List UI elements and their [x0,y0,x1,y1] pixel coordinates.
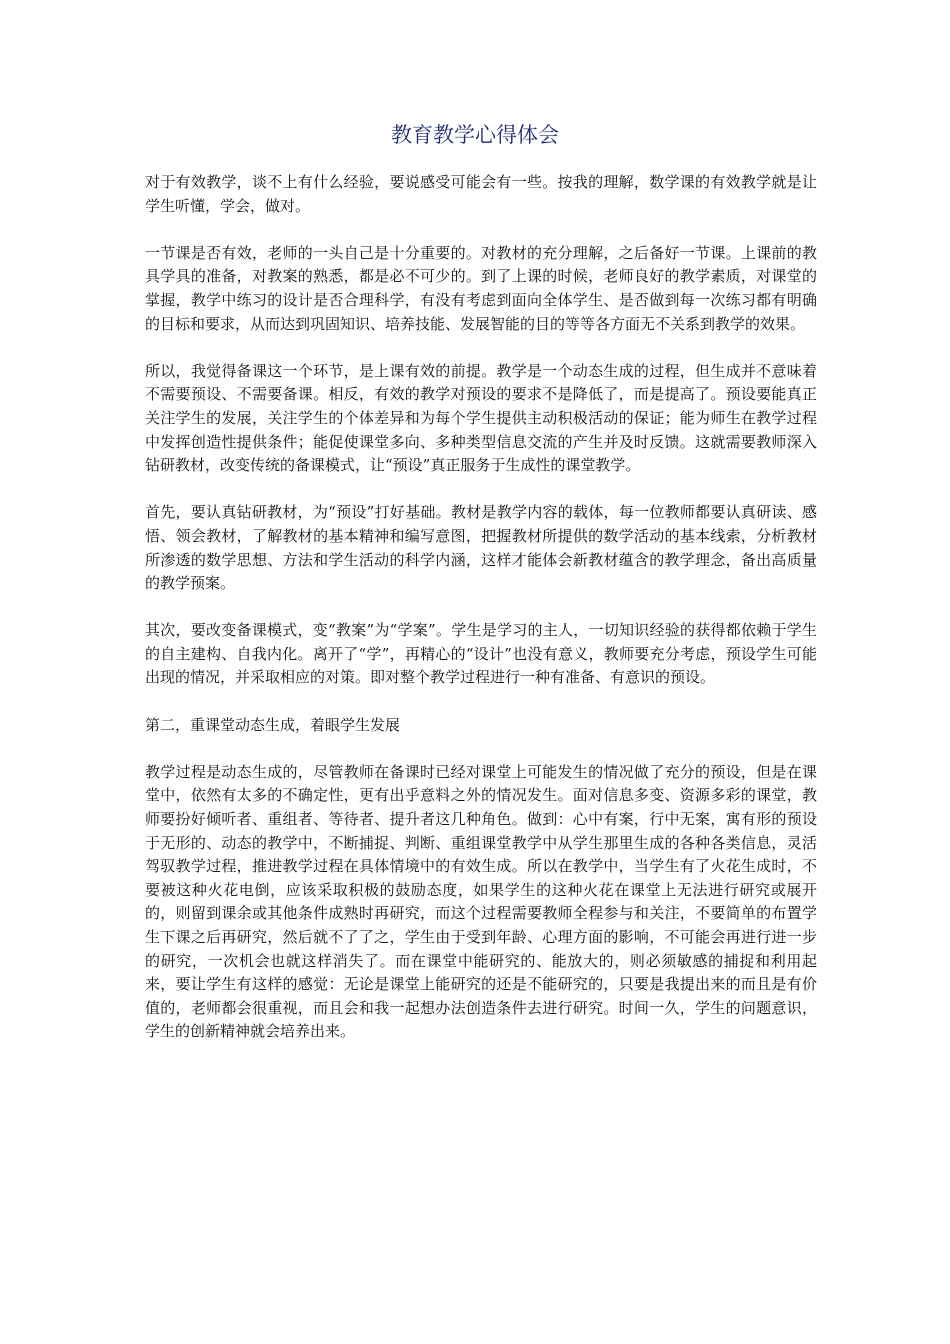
document-title: 教育教学心得体会 [391,123,559,147]
paragraph-3: 所以，我觉得备课这一个环节，是上课有效的前提。教学是一个动态生成的过程，但生成并不意味着不需要预设、不需要备课。相反，有效的教学对预设的要求不是降低了，而是提高了。预设要能真正关注学生的发展，关注学生的个体差异和为每个学生提供主动积极活动的保证；能为师生在教学过程中发挥创造性提供条件；能促使课堂多向、多种类型信息交流的产生并及时反馈。这就需要教师深入钻研教材，改变传统的备课模式，让“预设”真正服务于生成性的课堂教学。 [145,361,817,475]
paragraph-1: 对于有效教学，谈不上有什么经验，要说感受可能会有一些。按我的理解，数学课的有效教学就是让学生听懂，学会，做对。 [145,173,817,215]
document-body [145,171,817,1068]
paragraph-6: 教学过程是动态生成的，尽管教师在备课时已经对课堂上可能发生的情况做了充分的预设，但是在课堂中，依然有太多的不确定性，更有出乎意料之外的情况发生。面对信息多变、资源多彩的课堂，教师要扮好倾听者、重组者、等待者、提升者这几种角色。做到：心中有案，行中无案，寓有形的预设于无形的、动态的教学中，不断捕捉、判断、重组课堂教学中从学生那里生成的各种各类信息，灵活驾驭教学过程，推进教学过程在具体情境中的有效生成。所以在教学中，当学生有了火花生成时，不要被这种火花电倒，应该采取积极的鼓励态度，如果学生的这种火花在课堂上无法进行研究或展开的，则留到课余或其他条件成熟时再研究，而这个过程需要教师全程参与和关注，不要简单的布置学生下课之后再研究，然后就不了了之，学生由于受到年龄、心理方面的影响，不可能会再进行进一步的研究，一次机会也就这样消失了。而在课堂中能研究的、能放大的，则必须敏感的捕捉和利用起来，要让学生有这样的感觉：无论是课堂上能研究的还是不能研究的，只要是我提出来的而且是有价值的，老师都会很重视，而且会和我一起想办法创造条件去进行研究。时间一久，学生的问题意识，学生的创新精神就会培养出来。 [145,762,817,1041]
paragraph-5: 其次，要改变备课模式，变“教案”为“学案”。学生是学习的主人，一切知识经验的获得都依赖于学生的自主建构、自我内化。离开了“学”，再精心的“设计”也没有意义，教师要充分考虑，预设学生可能出现的情况，并采取相应的对策。即对整个教学过程进行一种有准备、有意识的预设。 [145,621,817,687]
paragraph-4: 首先，要认真钻研教材，为“预设”打好基础。教材是教学内容的载体，每一位教师都要认真研读、感悟、领会教材，了解教材的基本精神和编写意图，把握教材所提供的数学活动的基本线索，分析教材所渗透的数学思想、方法和学生活动的科学内涵，这样才能体会新教材蕴含的教学理念，备出高质量的教学预案。 [145,503,817,593]
paragraph-2: 一节课是否有效，老师的一头自己是十分重要的。对教材的充分理解，之后备好一节课。上课前的教具学具的准备，对教案的熟悉，都是必不可少的。到了上课的时候，老师良好的教学素质，对课堂的掌握，教学中练习的设计是否合理科学，有没有考虑到面向全体学生、是否做到每一次练习都有明确的目标和要求，从而达到巩固知识、培养技能、发展智能的目的等等各方面无不关系到教学的效果。 [145,243,817,333]
section-heading-second: 第二，重课堂动态生成，着眼学生发展 [145,715,401,734]
